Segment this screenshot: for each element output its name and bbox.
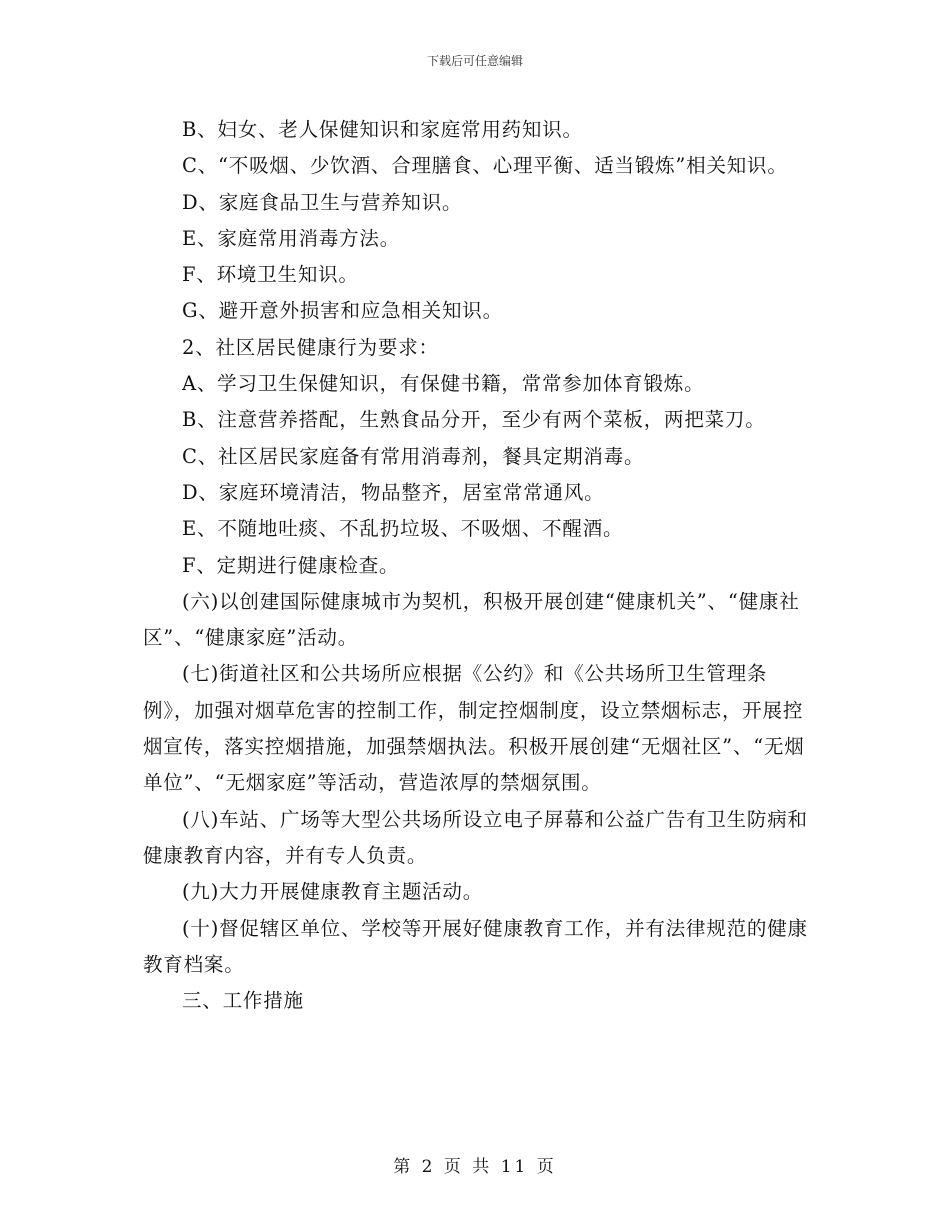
paragraph: (九)大力开展健康教育主题活动。: [182, 880, 484, 904]
page-number: 第 2 页 共 11 页: [393, 1157, 557, 1177]
paragraph: F、定期进行健康检查。: [182, 553, 400, 577]
paragraph: C、“不吸烟、少饮酒、合理膳食、心理平衡、适当锻炼”相关知识。: [182, 154, 788, 178]
paragraph: B、注意营养搭配，生熟食品分开，至少有两个菜板，两把菜刀。: [182, 408, 766, 432]
paragraph: C、社区居民家庭备有常用消毒剂，餐具定期消毒。: [182, 444, 645, 468]
paragraph: G、避开意外损害和应急相关知识。: [182, 299, 503, 323]
paragraph: F、环境卫生知识。: [182, 263, 359, 287]
paragraph: A、学习卫生保健知识，有保健书籍，常常参加体育锻炼。: [182, 372, 705, 396]
section-heading: 三、工作措施: [182, 989, 304, 1013]
document-body: [143, 112, 810, 1019]
page-header-note: 下载后可任意编辑: [426, 54, 523, 68]
paragraph: 2、社区居民健康行为要求：: [182, 335, 439, 359]
paragraph: E、不随地吐痰、不乱扔垃圾、不吸烟、不醒酒。: [182, 517, 624, 541]
paragraph: B、妇女、老人保健知识和家庭常用药知识。: [182, 118, 583, 141]
paragraph: (六)以创建国际健康城市为契机，积极开展创建“健康机关”、“健康社区”、“健康家庭”活动。: [143, 589, 800, 650]
paragraph: (七)街道社区和公共场所应根据《公约》和《公共场所卫生管理条例》，加强对烟草危害的控制工作，制定控烟制度，设立禁烟标志，开展控烟宣传，落实控烟措施，加强禁烟执法。积极开展创建“无烟社区”、“无烟单位”、“无烟家庭”等活动，营造浓厚的禁烟氛围。: [143, 662, 805, 795]
paragraph: D、家庭食品卫生与营养知识。: [182, 190, 463, 214]
paragraph: E、家庭常用消毒方法。: [182, 226, 401, 250]
paragraph: D、家庭环境清洁，物品整齐，居室常常通风。: [182, 480, 605, 504]
paragraph: (十)督促辖区单位、学校等开展好健康教育工作，并有法律规范的健康教育档案。: [143, 916, 808, 976]
paragraph: (八)车站、广场等大型公共场所设立电子屏幕和公益广告有卫生防病和健康教育内容，并有专人负责。: [143, 807, 808, 867]
